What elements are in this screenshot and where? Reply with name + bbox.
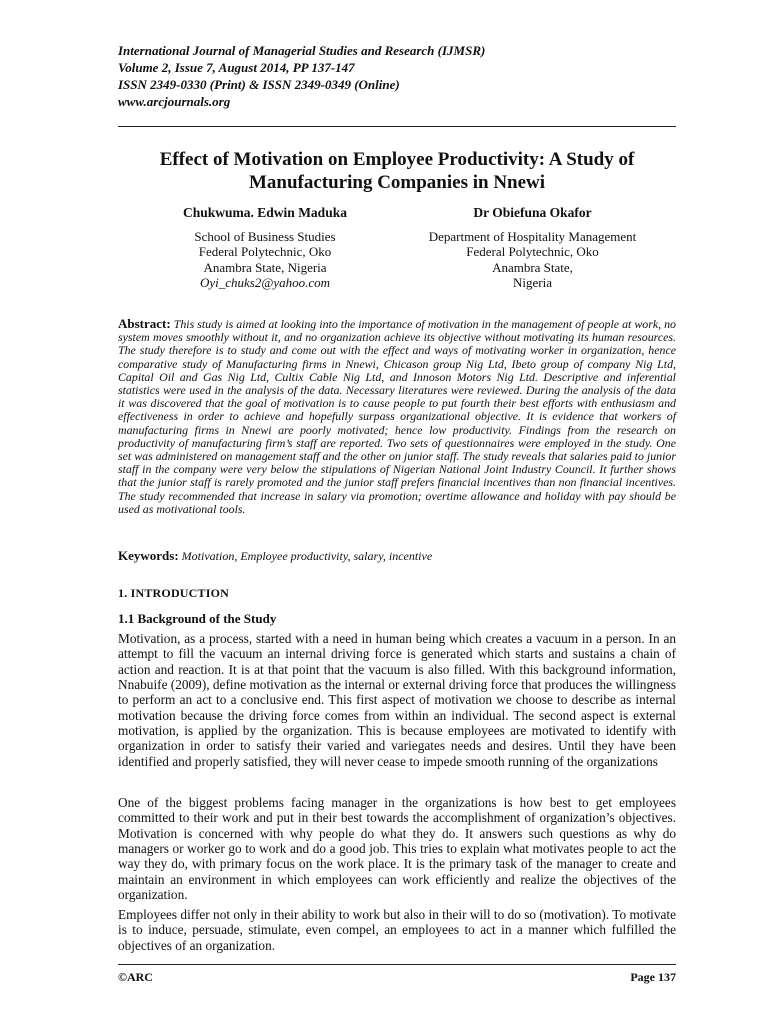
body-paragraph: One of the biggest problems facing manager in the organizations is how best to get employees committed to their work and put in their best towards the accomplishment of organization’s objectives. Motivation is concerned with why people do what they do. It answers such questions as why do managers or worker go to work and do a good job. This tries to explain what motivates people to act the way they do, with primary focus on the work place. It is the primary task of the manager to create and maintain an environment in which employees can work efficiently and realize the objectives of the organization. <box>118 795 676 903</box>
keywords <box>118 548 676 564</box>
abstract-label: Abstract: <box>118 316 171 331</box>
body-paragraph: Employees differ not only in their ability to work but also in their will to do so (motivation). To motivate is to induce, persuade, stimulate, even compel, an employees to act in a manner which fulfilled the objectives of an organization. <box>118 907 676 953</box>
paper-title-line-2: Manufacturing Companies in Nnewi <box>248 172 546 193</box>
paper-title <box>118 148 676 194</box>
author-affiliation-line: Anambra State, <box>492 259 573 275</box>
footer-copyright: ©ARC <box>118 970 153 984</box>
journal-header <box>118 42 678 110</box>
body-paragraph: Motivation, as a process, started with a need in human being which creates a vacuum in a person. In an attempt to fill the vacuum an internal driving force is generated which starts and sustains a chain of action and reaction. It is at that point that the vacuum is also filled. With this background information, Nnabuife (2009), define motivation as the internal or external driving force that produces the willingness to perform an act to a conclusive end. This first aspect of motivation we choose to describe as internal motivation because the driving force comes from within an individual. The second aspect is external motivation, is applied by the organization. This is because employees are motivated to identify with organization in order to satisfy their varied and variegates needs and desires. Until they have been identified and properly satisfied, they will never cease to impede smooth running of the organizations <box>118 631 676 769</box>
author-affiliation-line: Anambra State, Nigeria <box>203 259 327 275</box>
footer-divider <box>118 964 676 965</box>
page-number: Page 137 <box>630 970 676 984</box>
paper-title-line-1: Effect of Motivation on Employee Productivity: A Study of <box>159 149 635 170</box>
author-affiliation-line: Federal Polytechnic, Oko <box>466 244 599 259</box>
subsection-heading: 1.1 Background of the Study <box>118 611 277 626</box>
author-block-2 <box>410 205 655 291</box>
author-name: Chukwuma. Edwin Maduka <box>183 205 347 220</box>
journal-website: www.arcjournals.org <box>118 94 231 109</box>
abstract <box>118 317 676 516</box>
author-affiliation-line: Department of Hospitality Management <box>428 228 637 244</box>
author-block-1 <box>150 205 380 291</box>
journal-name: International Journal of Managerial Studies and Research (IJMSR) <box>118 43 486 58</box>
keywords-label: Keywords: <box>118 548 179 563</box>
keywords-text: Motivation, Employee productivity, salary, incentive <box>181 549 433 563</box>
author-affiliation-line: Nigeria <box>513 275 552 290</box>
journal-issn: ISSN 2349-0330 (Print) & ISSN 2349-0349 (Online) <box>118 77 400 92</box>
abstract-text: This study is aimed at looking into the importance of motivation in the management of people at work, no system moves smoothly without it, and no organization achieve its objective without motivating its human resources. The study therefore is to study and come out with the effect and ways of motivating worker in organization, hence comparative study of Manufacturing firms in Nnewi, Chicason group Nig Ltd, Ibeto group of company Nig Ltd, Capital Oil and Gas Nig Ltd, Cultix Cable Nig Ltd, and Innoson Motors Nig Ltd. Descriptive and inferential statistics were used in the analysis of the data. Necessary literatures were reviewed. During the analysis of the data it was discovered that the goal of motivation is to cause people to put fourth their best efforts with enthusiasm and effectiveness in order to achieve and hopefully surpass organizational objective. It is evidence that workers of manufacturing firms in Nnewi are poorly motivated; hence low productivity. Findings from the research on productivity of manufacturing firm’s staff are reported. Two sets of questionnaires were employed in the study. One set was administered on management staff and the other on junior staff. The study reveals that salaries paid to junior staff in the company were very below the stipulations of Nigerian National Joint Industry Council. It further shows that the junior staff is rarely promoted and the junior staff prefers financial incentives than non financial incentives. The study recommended that increase in salary via promotion; overtime allowance and holiday with pay should be used as motivational tools. <box>118 317 676 516</box>
author-affiliation-line: Federal Polytechnic, Oko <box>198 244 332 259</box>
header-divider <box>118 126 676 127</box>
author-affiliation-line: School of Business Studies <box>194 228 336 244</box>
author-name: Dr Obiefuna Okafor <box>473 205 592 220</box>
journal-volume-issue: Volume 2, Issue 7, August 2014, PP 137-147 <box>118 60 355 75</box>
author-email: Oyi_chuks2@yahoo.com <box>199 275 330 290</box>
section-heading: 1. INTRODUCTION <box>118 586 230 600</box>
